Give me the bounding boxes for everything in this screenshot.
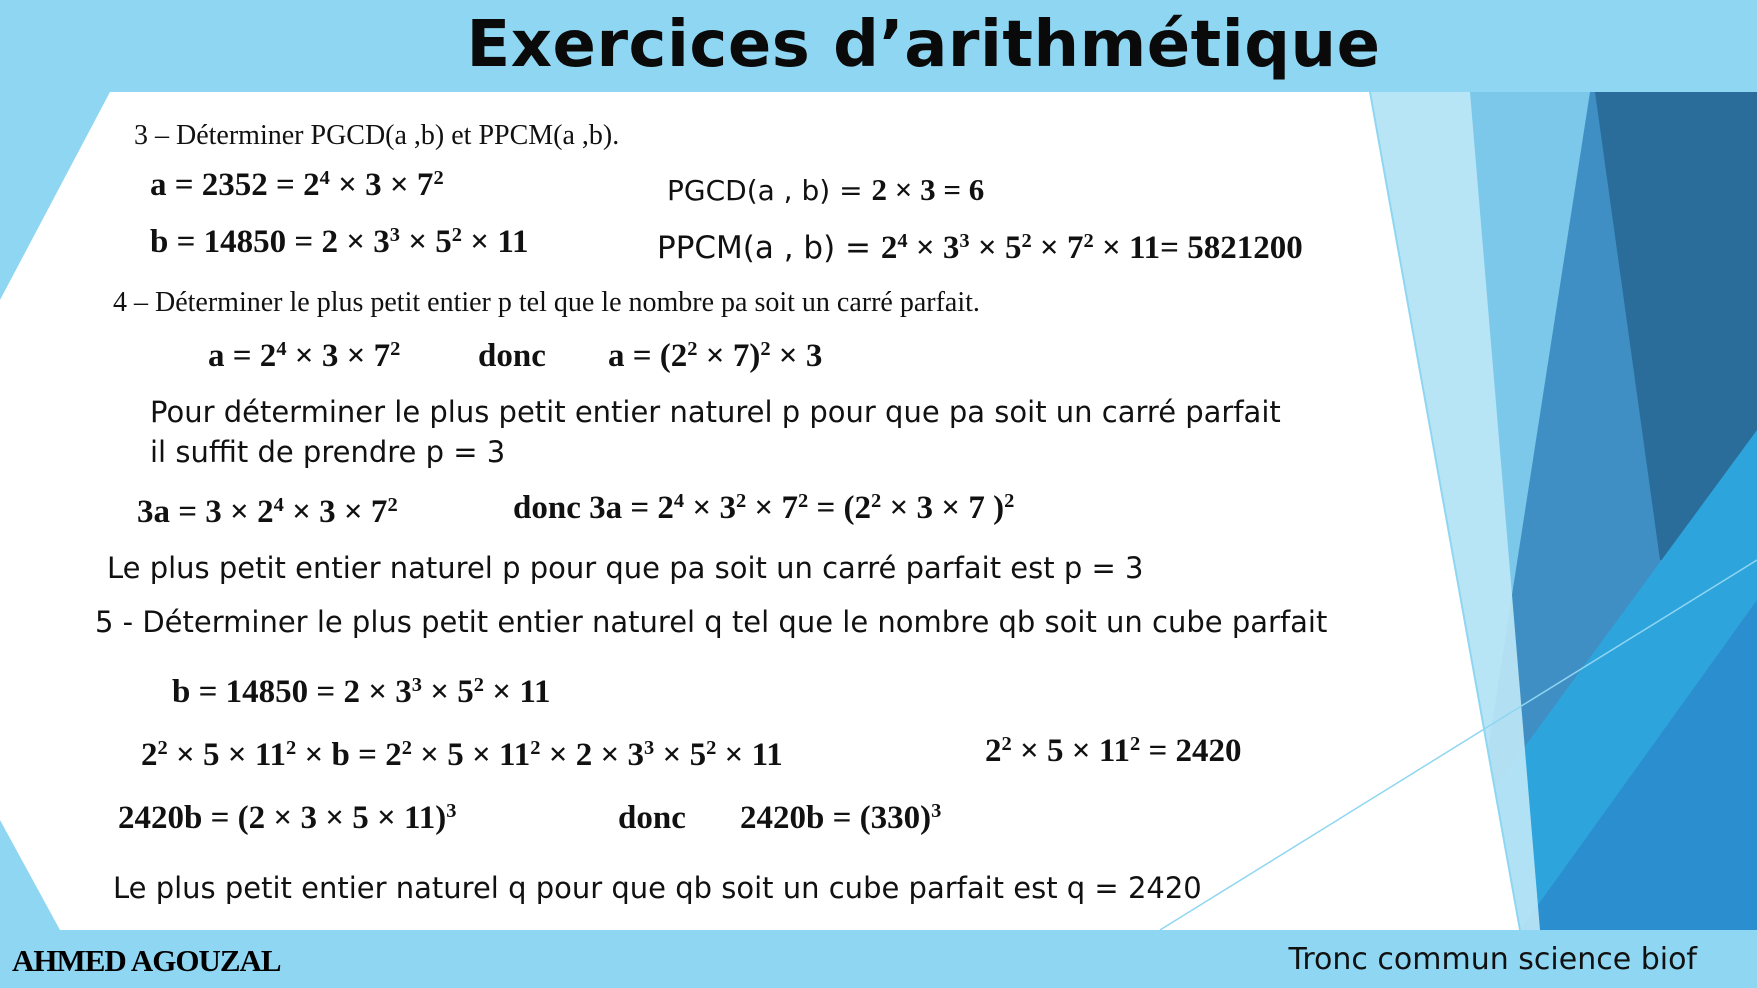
q4-equation-2-left: $3a = 3 \times 2^4 \times 3 \times 7^2$ xyxy=(137,493,398,530)
q5-conclusion: Le plus petit entier naturel q pour que qb soit un cube parfait est q = 2420 xyxy=(113,871,1202,905)
q3-pgcd: PGCD(a , b) = 2 × 3 = 6 xyxy=(667,172,985,207)
q4-heading: 4 – Déterminer le plus petit entier p tel que le nombre pa soit un carré parfait. xyxy=(113,287,980,318)
course-name: Tronc commun science biof xyxy=(1288,942,1697,977)
page-title: Exercices d’arithmétique xyxy=(466,8,1381,82)
q4-equation-1-donc: donc xyxy=(478,338,546,374)
q4-equation-1-left: $a = 2^4 \times 3 \times 7^2$ xyxy=(208,337,401,374)
q5-equation-1: $b = 14850 = 2 \times 3^3 \times 5^2 \times 11$ xyxy=(172,673,551,710)
q3-a-equation: $a = 2352 = 2^4 \times 3 \times 7^2$ xyxy=(150,166,444,203)
q4-equation-2-right: donc $3a = 2^4 \times 3^2 \times 7^2 = (2^2 \times 3 \times 7$ )$^2$ xyxy=(513,489,1015,526)
q4-text-2: il suffit de prendre p = 3 xyxy=(150,435,506,469)
author-name: AHMED AGOUZAL xyxy=(12,943,281,978)
q5-equation-3-right: $2420b = (330)^3$ xyxy=(740,799,942,836)
q5-heading: 5 - Déterminer le plus petit entier naturel q tel que le nombre qb soit un cube parfait xyxy=(95,605,1328,639)
q3-heading: 3 – Déterminer PGCD(a ,b) et PPCM(a ,b). xyxy=(134,120,620,151)
q5-equation-2-left: $2^2 \times 5 \times 11^2 \times b = 2^2 \times 5 \times 11^2 \times 2 \times 3^3 \times 5^2 \times 11$ xyxy=(141,736,783,773)
q3-ppcm: PPCM(a , $b) = 2^4 \times 3^3 \times 5^2 \times 7^2 \times 11= 5821200$ xyxy=(657,229,1303,266)
q4-equation-1-right: $a = (2^2 \times 7)^2 \times 3$ xyxy=(608,337,823,374)
q5-equation-3-left: $2420b = (2 \times 3 \times 5 \times 11)^3$ xyxy=(118,799,457,836)
q5-equation-2-right: $2^2 \times 5 \times 11^2 = 2420$ xyxy=(985,732,1242,769)
q5-equation-3-donc: donc xyxy=(618,800,686,836)
q3-b-equation: $b = 14850 = 2 \times 3^3 \times 5^2 \times 11$ xyxy=(150,223,529,260)
q4-conclusion: Le plus petit entier naturel p pour que pa soit un carré parfait est p = 3 xyxy=(107,551,1144,585)
q4-text-1: Pour déterminer le plus petit entier naturel p pour que pa soit un carré parfait xyxy=(150,395,1281,429)
